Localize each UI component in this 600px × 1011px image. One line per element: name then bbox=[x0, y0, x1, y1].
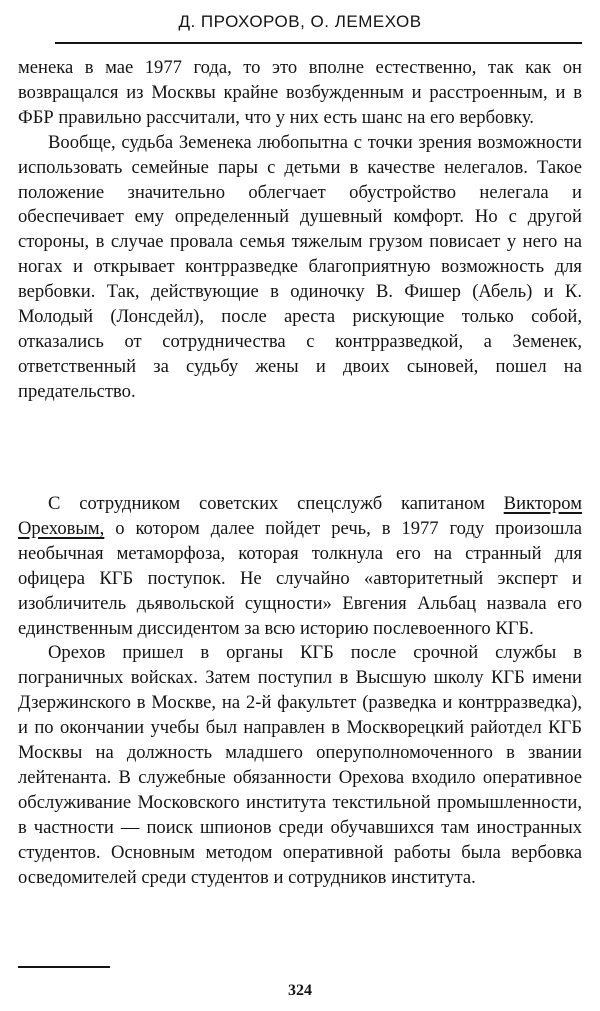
running-header: Д. ПРОХОРОВ, О. ЛЕМЕХОВ bbox=[178, 12, 422, 31]
paragraph-3-start: С сотрудником советских спецслужб капитаном bbox=[48, 493, 504, 514]
paragraph-3 bbox=[18, 492, 582, 641]
paragraph-4: Орехов пришел в органы КГБ после срочной службы в пограничных войсках. Затем поступил в Высшую школу КГБ имени Дзержинского в Москве, на 2-й факультет (разведка и контрразведка), и по окончании учебы был направлен в Москворецкий райотдел КГБ Москвы на должность младшего оперуполномоченного в звании лейтенанта. В служебные обязанности Орехова входило оперативное обслуживание Московского института текстильной промышленности, в частности — поиск шпионов среди обучавшихся там иностранных студентов. Основным методом оперативной работы была вербовка осведомителей среди студентов и сотрудников института. bbox=[18, 642, 582, 888]
paragraph-3-rest: о котором далее пойдет речь, в 1977 году произошла необычная метаморфоза, которая толкнула его на странный для офицера КГБ поступок. Не случайно «авторитетный эксперт и изобличитель дьявольской сущности» Евгения Альбац назвала его единственным диссидентом за всю историю послевоенного КГБ. bbox=[18, 517, 582, 639]
footer-rule bbox=[18, 966, 110, 968]
text-section-2 bbox=[18, 492, 582, 891]
header-rule bbox=[55, 42, 582, 44]
underlined-name: Виктором Ореховым, bbox=[18, 493, 582, 539]
paragraph-2: Вообще, судьба Земенека любопытна с точки зрения возможности использовать семейные пары с детьми в качестве нелегалов. Такое положение значительно облегчает обустройство нелегала и обеспечивает ему определенный душевный комфорт. Но с другой стороны, в случае провала семья тяжелым грузом повисает у него на ногах и открывает контрразведке благоприятную возможность для вербовки. Так, действующие в одиночку В. Фишер (Абель) и К. Молодый (Лонсдейл), после ареста рискующие только собой, отказались от сотрудничества с контрразведкой, а Земенек, ответственный за судьбу жены и двоих сыновей, пошел на предательство. bbox=[18, 131, 582, 402]
page-number: 324 bbox=[288, 982, 312, 999]
text-section-1 bbox=[18, 56, 582, 405]
paragraph-1: менека в мае 1977 года, то это вполне естественно, так как он возвращался из Москвы крайне возбужденным и расстроенным, и в ФБР правильно рассчитали, что у них есть шанс на его вербовку. bbox=[18, 57, 582, 128]
